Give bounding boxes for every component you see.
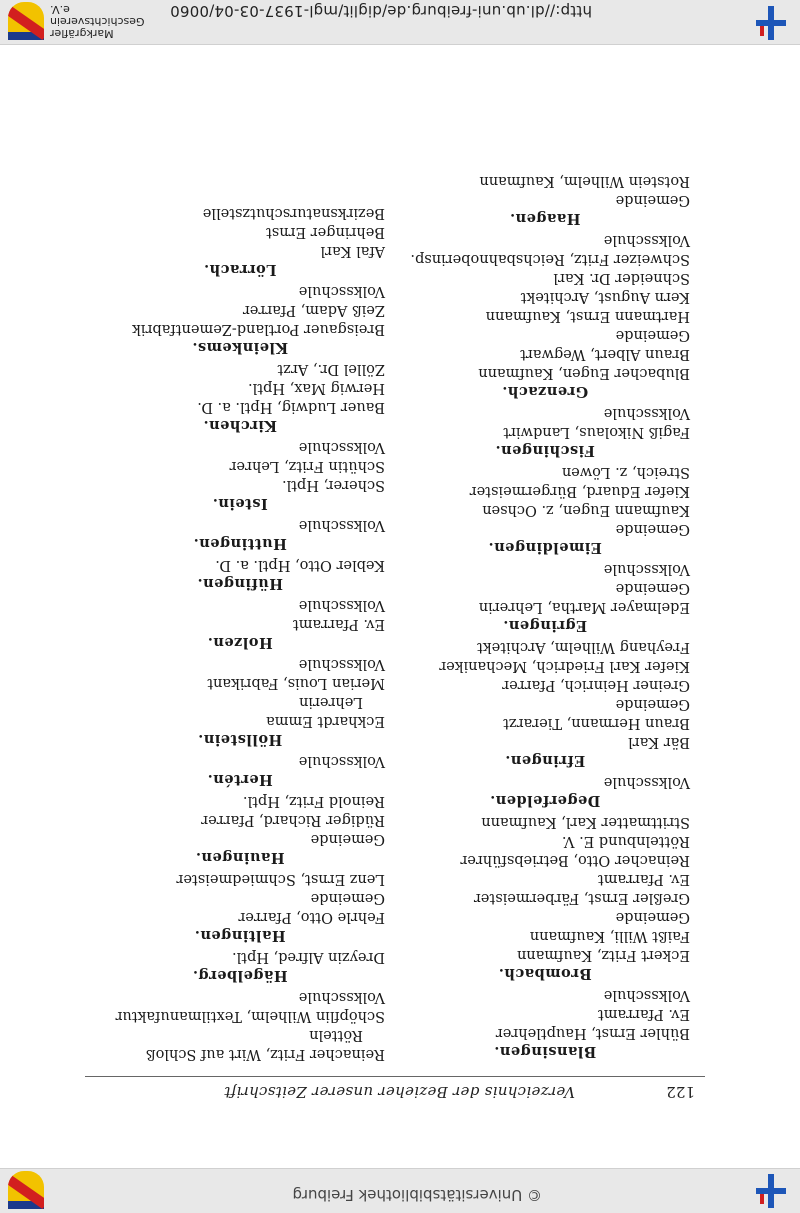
subscriber-entry: Volksschule <box>298 283 385 299</box>
subscriber-entry: Braun Hermann, Tierarzt <box>503 715 690 731</box>
subscriber-entry: Volksschule <box>298 517 385 533</box>
place-heading: Holzen. <box>207 634 273 651</box>
subscriber-entry: Gemeinde <box>615 327 690 343</box>
subscriber-entry: Zeiß Adam, Pfarrer <box>242 302 385 318</box>
subscriber-entry: Zöllel Dr., Arzt <box>277 361 385 377</box>
subscriber-entry: Strittmatter Karl, Kaufmann <box>481 814 690 830</box>
right-column <box>95 203 385 1063</box>
copyright-text: © Universitätsbibliothek Freiburg <box>292 1186 542 1204</box>
place-heading: Istein. <box>212 495 268 512</box>
subscriber-entry: Rüdiger Richard, Pfarrer <box>201 812 385 828</box>
university-library-logo-icon <box>756 1174 786 1208</box>
subscriber-entry: Ev. Pfarramt <box>292 616 385 632</box>
subscriber-entry: Breisgauer Portland-Zementfabrik <box>132 321 385 337</box>
subscriber-entry: Volksschule <box>298 597 385 613</box>
subscriber-entry: Merian Louis, Fabrikant <box>207 675 385 691</box>
subscriber-entry: Volksschule <box>603 405 690 421</box>
subscriber-entry: Edelmayer Martha, Lehrerin <box>478 599 690 615</box>
subscriber-entry: Kern August, Architekt <box>520 289 690 305</box>
subscriber-entry: Eckhardt Emma <box>266 713 385 729</box>
subscriber-entry: Blubacher Eugen, Kaufmann <box>478 365 690 381</box>
subscriber-entry: Volksschule <box>603 561 690 577</box>
left-column <box>400 171 690 1063</box>
place-heading: Egringen. <box>502 617 588 634</box>
subscriber-entry: Bühler Ernst, Hauptlehrer <box>495 1025 690 1041</box>
subscriber-entry: Röttelnbund E. V. <box>561 833 690 849</box>
subscriber-entry: Bauer Ludwig, Hptl. a. D. <box>197 399 385 415</box>
subscriber-entry: Volksschule <box>298 753 385 769</box>
subscriber-entry: Fehrle Otto, Pfarrer <box>238 909 385 925</box>
subscriber-entry: Gemeinde <box>615 192 690 208</box>
subscriber-entry: Ev. Pfarramt <box>597 1006 690 1022</box>
society-crest-icon <box>8 1171 44 1209</box>
subscriber-entry: Greßler Ernst, Färbermeister <box>473 890 690 906</box>
subscriber-entry: Behringer Ernst <box>265 224 385 240</box>
subscriber-entry: Schweizer Fritz, Reichsbahnoberinsp. <box>410 251 690 267</box>
subscriber-entry: Volksschule <box>298 989 385 1005</box>
subscriber-entry: Bär Karl <box>628 734 690 750</box>
subscriber-entry: Ev. Pfarramt <box>597 871 690 887</box>
running-title: Verzeichnis der Bezieher unserer Zeitschrift <box>224 1083 575 1101</box>
place-heading: Efringen. <box>504 752 586 769</box>
subscriber-entry: Gemeinde <box>615 580 690 596</box>
viewer-bottom-bar <box>0 0 800 45</box>
place-heading: Huttingen. <box>193 535 287 552</box>
place-heading: Hüfingen. <box>197 575 283 592</box>
subscriber-entry: Eckert Fritz, Kaufmann <box>516 947 690 963</box>
subscriber-entry: Kaufmann Eugen, z. Ochsen <box>482 502 690 518</box>
subscriber-entry: Fagiß Nikolaus, Landwirt <box>503 424 690 440</box>
subscriber-entry: Hartmann Ernst, Kaufmann <box>485 308 690 324</box>
page-number: 122 <box>666 1083 695 1101</box>
place-heading: Hägelberg. <box>192 967 288 984</box>
subscriber-entry: Gemeinde <box>615 696 690 712</box>
subscriber-entry: Rötteln <box>309 1027 363 1043</box>
subscriber-entry: Gemeinde <box>615 521 690 537</box>
subscriber-entry: Reinacher Otto, Betriebsführer <box>460 852 690 868</box>
subscriber-entry: Gemeinde <box>615 909 690 925</box>
subscriber-entry: Rotstein Wilhelm, Kaufmann <box>479 173 690 189</box>
page-header <box>85 1076 705 1101</box>
subscriber-entry: Faißt Willi, Kaufmann <box>529 928 690 944</box>
place-heading: Grenzach. <box>501 383 589 400</box>
place-heading: Kleinkems. <box>191 339 289 356</box>
place-heading: Höllstein. <box>197 731 283 748</box>
place-heading: Blansingen. <box>493 1043 597 1060</box>
subscriber-entry: Kiefer Karl Friedrich, Mechaniker <box>439 658 690 674</box>
subscriber-entry: Gemeinde <box>310 831 385 847</box>
place-heading: Brombach. <box>498 965 592 982</box>
subscriber-entry: Kebler Otto, Hptl. a. D. <box>215 557 385 573</box>
subscriber-entry: Bezirksnaturschutzstelle <box>202 205 385 221</box>
subscriber-entry: Herwig Max, Hptl. <box>248 380 385 396</box>
place-heading: Kirchen. <box>203 417 277 434</box>
subscriber-entry: Volksschule <box>603 987 690 1003</box>
subscriber-entry: Freyhang Wilhelm, Architekt <box>477 639 690 655</box>
subscriber-entry: Schütin Fritz, Lehrer <box>229 458 385 474</box>
society-crest-icon <box>8 2 44 40</box>
subscriber-entry: Lehrerin <box>299 694 363 710</box>
place-heading: Hauingen. <box>195 849 285 866</box>
subscriber-entry: Volksschule <box>603 232 690 248</box>
place-heading: Lörrach. <box>203 261 277 278</box>
subscriber-entry: Volksschule <box>298 656 385 672</box>
subscriber-entry: Lenz Ernst, Schmiedmeister <box>176 871 385 887</box>
permalink-url[interactable]: http://dl.ub.uni-freiburg.de/diglit/mgl-1937-03-04/0060 <box>170 2 592 20</box>
subscriber-entry: Braun Albert, Wegwart <box>520 346 690 362</box>
subscriber-entry: Greiner Heinrich, Pfarrer <box>502 677 690 693</box>
place-heading: Degerfelden. <box>489 792 601 809</box>
place-heading: Haagen. <box>509 210 581 227</box>
subscriber-entry: Schöpflin Wilhelm, Textilmanufaktur <box>115 1008 385 1024</box>
subscriber-entry: Volksschule <box>603 774 690 790</box>
partner-name: Markgräfler Geschichtsverein e.V. <box>50 3 145 40</box>
subscriber-entry: Streich, z. Löwen <box>561 464 690 480</box>
subscriber-entry: Volksschule <box>298 439 385 455</box>
place-heading: Eimeldingen. <box>488 539 602 556</box>
place-heading: Haltingen. <box>194 927 286 944</box>
subscriber-entry: Afal Karl <box>320 243 385 259</box>
university-library-logo-icon <box>756 6 786 40</box>
subscriber-entry: Gemeinde <box>310 890 385 906</box>
subscriber-entry: Reinacher Fritz, Wirt auf Schloß <box>145 1046 385 1062</box>
subscriber-entry: Dreyzin Alfred, Hptl. <box>231 949 385 965</box>
subscriber-entry: Schneider Dr. Karl <box>553 270 690 286</box>
viewer-top-bar <box>0 1168 800 1213</box>
place-heading: Hertén. <box>207 771 273 788</box>
place-heading: Fischingen. <box>495 442 595 459</box>
subscriber-entry: Reinold Fritz, Hptl. <box>242 793 385 809</box>
subscriber-entry: Kiefer Eduard, Bürgermeister <box>469 483 690 499</box>
subscriber-entry: Scherer, Hptl. <box>281 477 385 493</box>
